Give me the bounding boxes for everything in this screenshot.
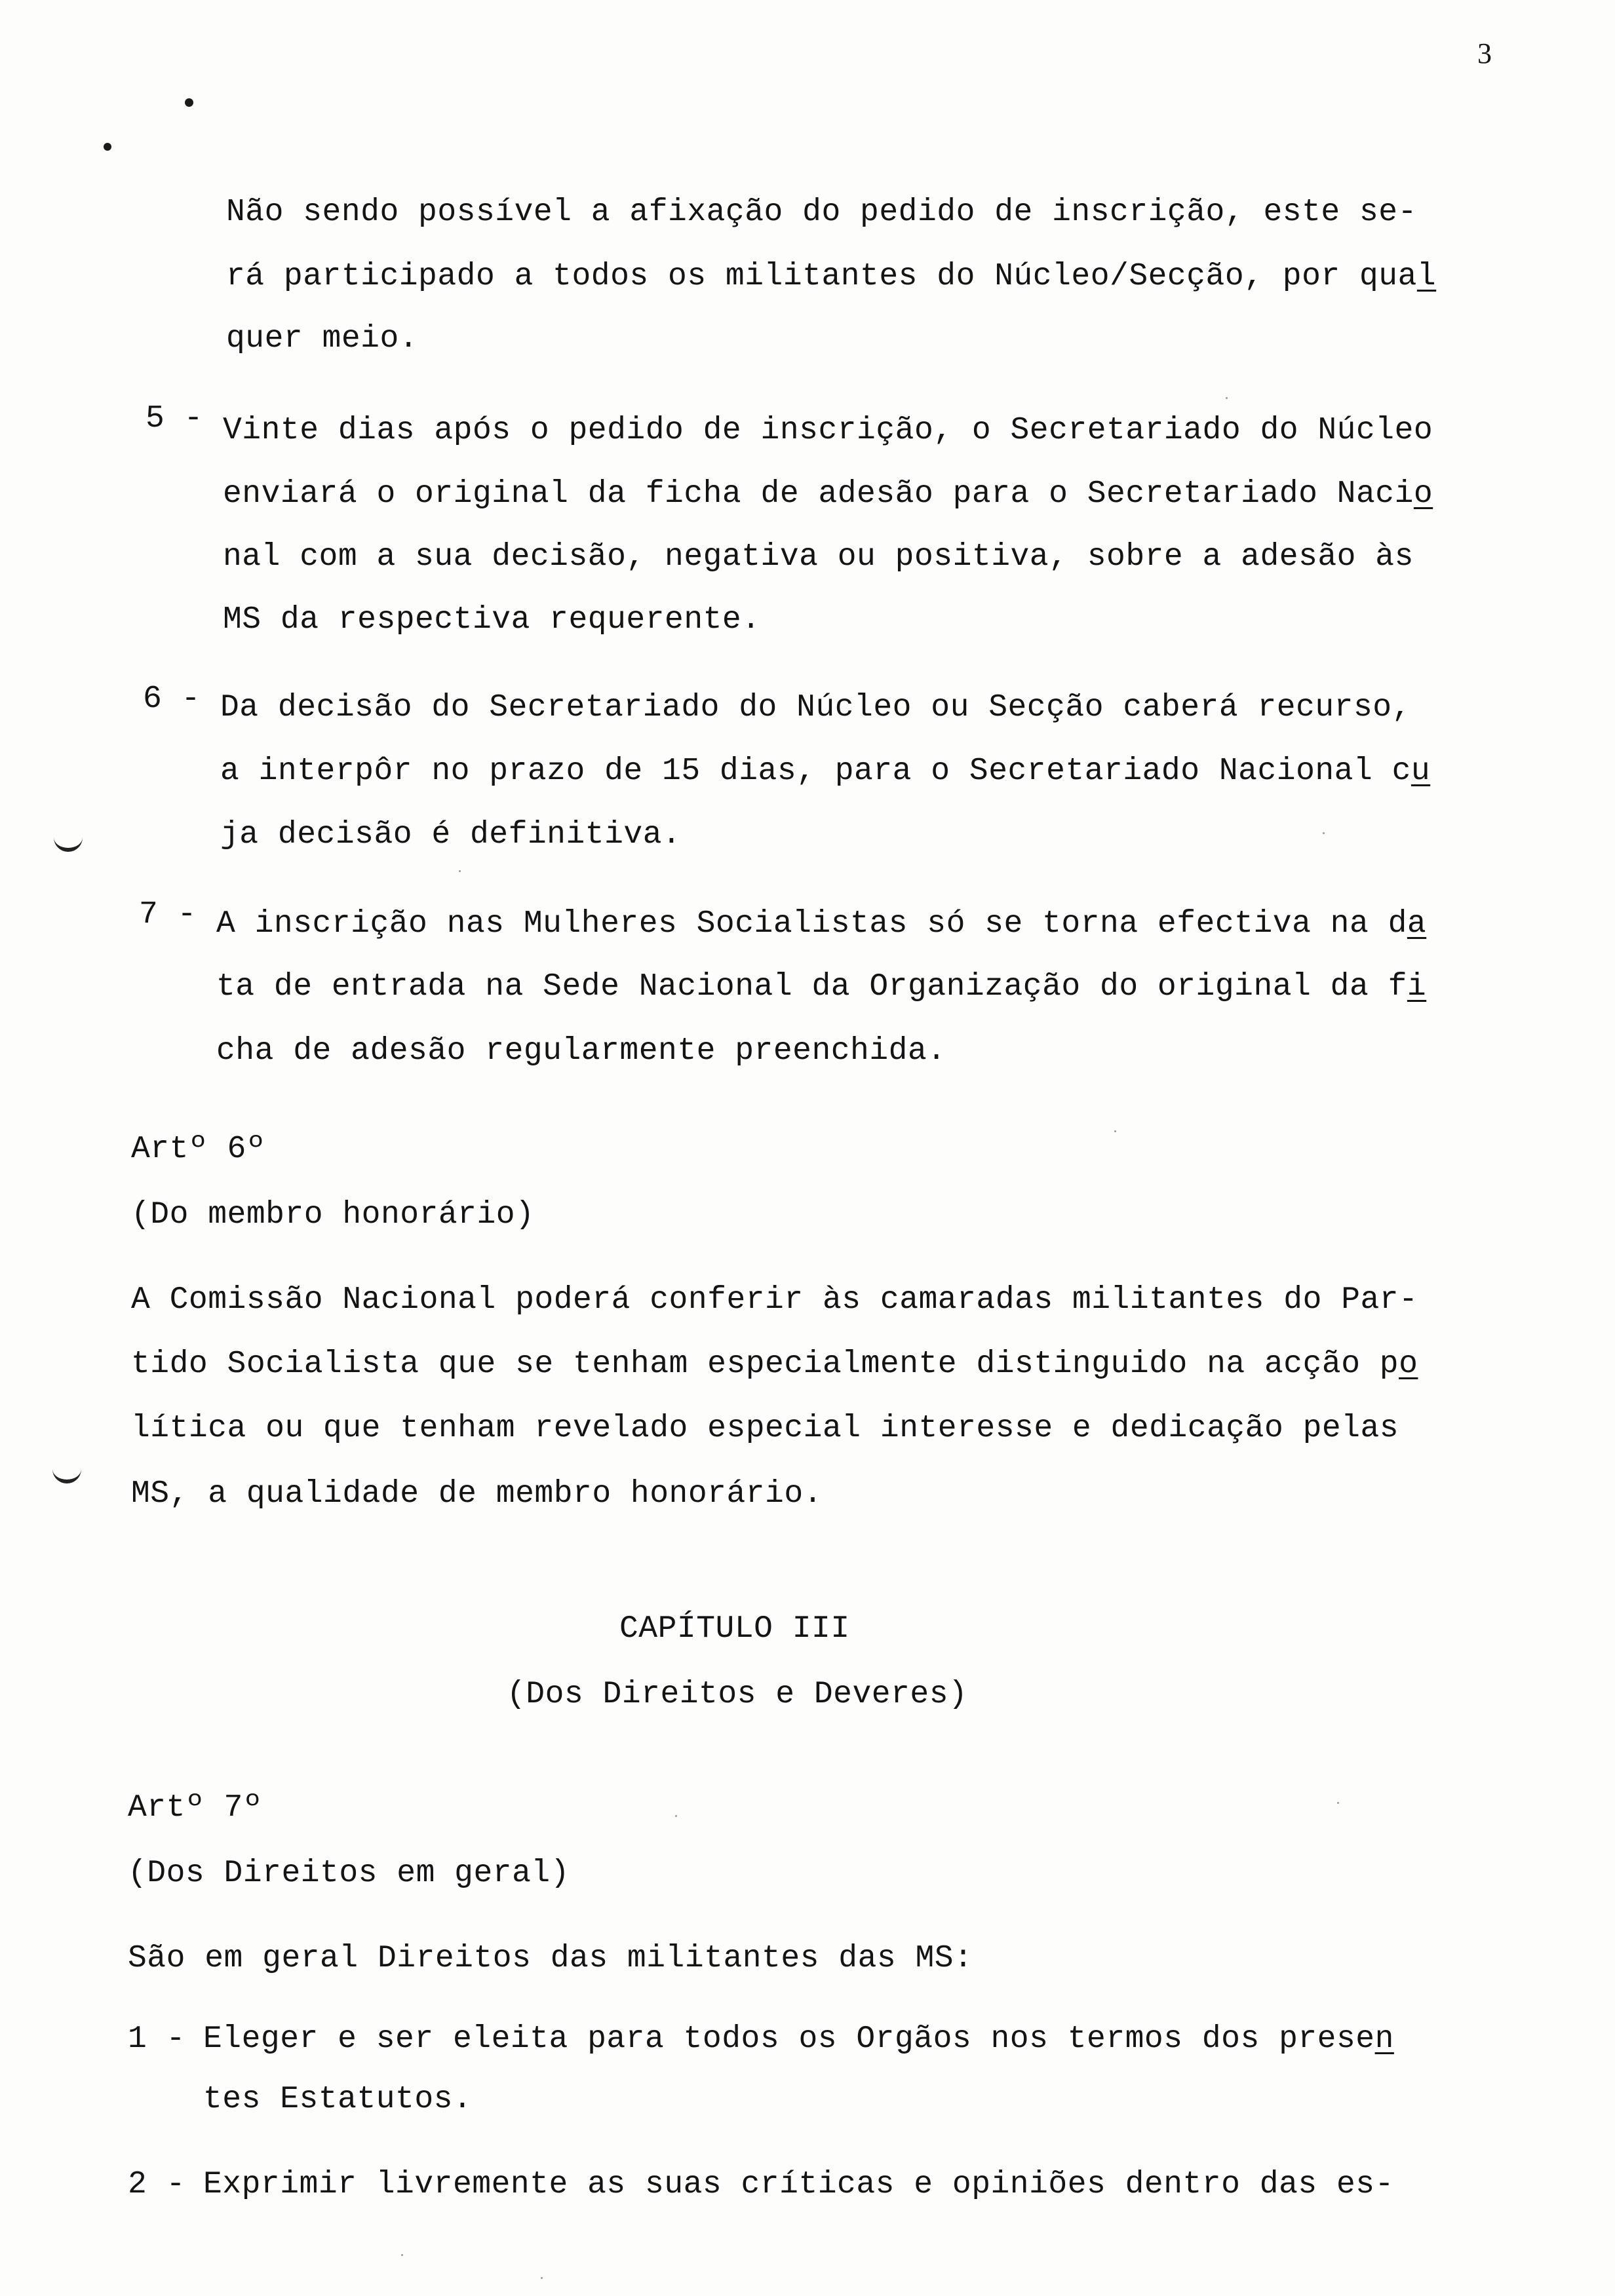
text-line: MS, a qualidade de membro honorário.	[131, 1476, 823, 1512]
text-line: Vinte dias após o pedido de inscrição, o Secretariado do Núcleo	[223, 413, 1433, 448]
item-number: 7 -	[139, 897, 197, 932]
page-number: 3	[1477, 37, 1492, 69]
text-line: Não sendo possível a afixação do pedido de inscrição, este se-	[226, 195, 1417, 230]
chapter-subtitle: (Dos Direitos e Deveres)	[507, 1677, 968, 1712]
text-line: enviará o original da ficha de adesão para o Secretariado Nacio	[223, 476, 1433, 512]
text-line: A Comissão Nacional poderá conferir às camaradas militantes do Par-	[131, 1282, 1418, 1318]
scan-speck	[675, 1815, 677, 1817]
text-line: lítica ou que tenham revelado especial interesse e dedicação pelas	[131, 1411, 1399, 1446]
binding-mark	[54, 831, 83, 852]
text-line: tido Socialista que se tenham especialmente distinguido na acção po	[131, 1347, 1418, 1382]
article-title: Artº 7º	[128, 1790, 263, 1826]
text-line: nal com a sua decisão, negativa ou positiva, sobre a adesão às	[223, 539, 1414, 575]
text-line: Da decisão do Secretariado do Núcleo ou Secção caberá recurso,	[220, 690, 1411, 725]
item-number: 1 -	[128, 2021, 185, 2057]
item-number: 5 -	[146, 401, 203, 436]
text-line: cha de adesão regularmente preenchida.	[216, 1033, 946, 1069]
scan-speck	[1337, 1802, 1339, 1804]
text-line: Exprimir livremente as suas críticas e opiniões dentro das es-	[203, 2167, 1394, 2202]
text-line: ja decisão é definitiva.	[220, 817, 682, 852]
text-line: tes Estatutos.	[203, 2082, 473, 2117]
item-number: 2 -	[128, 2167, 185, 2202]
text-line: MS da respectiva requerente.	[223, 602, 761, 638]
item-number: 6 -	[143, 681, 201, 717]
scan-speck	[541, 2277, 543, 2279]
text-line: São em geral Direitos das militantes das MS:	[128, 1941, 973, 1976]
scan-dot	[185, 98, 193, 107]
text-line: A inscrição nas Mulheres Socialistas só se torna efectiva na da	[216, 906, 1427, 942]
scan-speck	[1226, 397, 1228, 399]
binding-mark	[52, 1463, 81, 1483]
text-line: a interpôr no prazo de 15 dias, para o Secretariado Nacional cu	[220, 754, 1431, 789]
text-line: rá participado a todos os militantes do Núcleo/Secção, por qual	[226, 259, 1437, 294]
scan-dot	[104, 143, 111, 151]
text-line: quer meio.	[226, 321, 419, 356]
scan-speck	[1323, 832, 1325, 834]
text-line: Eleger e ser eleita para todos os Orgãos nos termos dos presen	[203, 2021, 1394, 2057]
scan-speck	[459, 870, 461, 872]
text-line: ta de entrada na Sede Nacional da Organização do original da fi	[216, 969, 1427, 1004]
chapter-title: CAPÍTULO III	[619, 1611, 850, 1647]
article-subtitle: (Dos Direitos em geral)	[128, 1856, 570, 1891]
scan-speck	[401, 2254, 403, 2256]
article-title: Artº 6º	[131, 1132, 266, 1167]
article-subtitle: (Do membro honorário)	[131, 1197, 535, 1233]
scan-speck	[1114, 1130, 1116, 1132]
